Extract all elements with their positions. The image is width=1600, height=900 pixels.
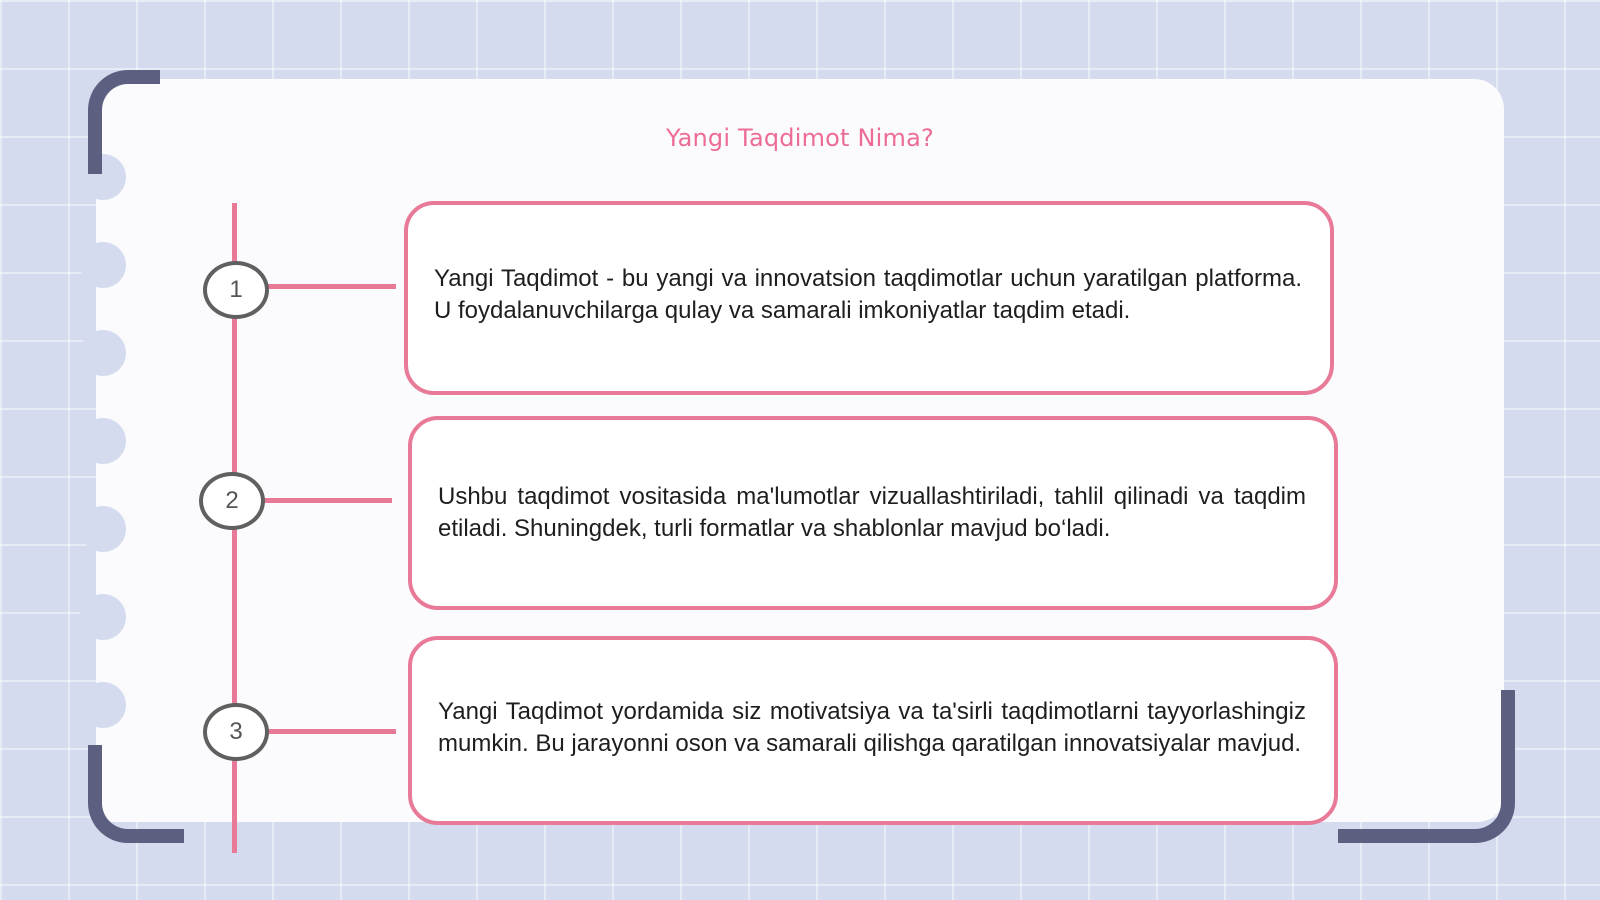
step-number-badge: 3 <box>203 703 269 761</box>
page-edge-notch <box>80 506 126 552</box>
page-edge-notch <box>80 594 126 640</box>
page-edge-notch <box>80 242 126 288</box>
frame-corner-top-left <box>88 70 160 174</box>
timeline-connector <box>262 729 396 734</box>
step-number-badge: 2 <box>199 472 265 530</box>
timeline-item-text: Ushbu taqdimot vositasida ma'lumotlar vizuallashtiriladi, tahlil qilinadi va taqdim etiladi. Shuningdek, turli formatlar va shablonlar mavjud bo‘ladi. <box>438 483 1306 542</box>
timeline-connector <box>262 284 396 289</box>
page-edge-notch <box>80 682 126 728</box>
timeline-item-box <box>404 201 1334 395</box>
frame-corner-bottom-left <box>88 745 184 843</box>
timeline-item-text: Yangi Taqdimot - bu yangi va innovatsion taqdimotlar uchun yaratilgan platforma. U foydalanuvchilarga qulay va samarali imkoniyatlar taqdim etadi. <box>434 265 1302 324</box>
slide-title: Yangi Taqdimot Nima? <box>666 124 934 152</box>
timeline-item-text: Yangi Taqdimot yordamida siz motivatsiya va ta'sirli taqdimotlarni tayyorlashingiz mumkin. Bu jarayonni oson va samarali qilishga qaratilgan innovatsiyalar mavjud. <box>438 697 1306 757</box>
timeline-connector <box>258 498 392 503</box>
timeline-item-box <box>408 416 1338 610</box>
step-number-badge: 1 <box>203 261 269 319</box>
timeline-item-box <box>408 636 1338 825</box>
frame-corner-bottom-right <box>1338 690 1515 843</box>
page-edge-notch <box>80 418 126 464</box>
page-edge-notch <box>80 330 126 376</box>
